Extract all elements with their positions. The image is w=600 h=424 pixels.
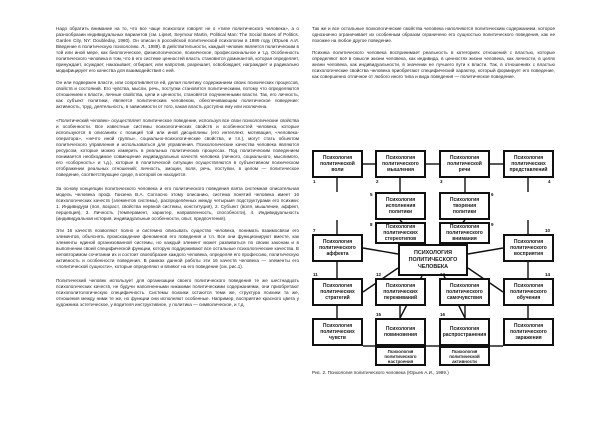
psychology-diagram (312, 150, 554, 366)
box-number: 11 (313, 272, 318, 277)
diagram-box-perception: Психология политического восприятия (503, 234, 554, 262)
figure-caption: Рис. 2. Психология политического человека (Юрьев А.И., 1989.) (312, 370, 449, 375)
paragraph: Он или подвержен власти, или сопротивляется ей, делая политику содержанием своих психических процессов, свойств и состояний. Его чувства, мысли, речь, поступки становятся политическими, потому что определяются отношением к власти, личные свойства, цели и ценности, становятся подчиненными власти. Так, его личность, как субъект политики, является политическим человеком, обеспечивающим политическое поведение: активность, труд, деятельность, в зависимости от того, какая власть доступна ему или исключена. (56, 80, 299, 109)
diagram-box-thinking: Психология политического мышления (375, 150, 426, 178)
box-number: 10 (545, 228, 551, 233)
box-number: 5 (370, 192, 373, 197)
diagram-box-experiences: Психология политических переживаний (375, 278, 426, 306)
diagram-box-distribution: Психология распространения (439, 318, 490, 346)
diagram-center-box: ПСИХОЛОГИЯ ПОЛИТИЧЕСКОГО ЧЕЛОВЕКА (398, 244, 468, 276)
box-number: 3 (440, 179, 443, 184)
right-text-column (312, 26, 555, 86)
diagram-box-wellbeing: Психология политического самочувствия (439, 278, 490, 306)
box-number: 7 (313, 228, 316, 233)
diagram-box-activity: Психология политической активности (439, 346, 490, 366)
diagram-box-creation: Психология творения политики (439, 192, 490, 220)
paragraph: «Политический человек» осуществляет политическое поведение, используя все свои психологические свойства и особенности. Все известные системы психологических свойств и особенностей человека, которые используются в описаниях с позиций той или иной дисциплины (его интеллект, мотивация, «человека-оператора», «нечто иной группы», социально-психологические свойства, и т.п.), могут стать объектом политического управления и использоваться для управления. Психологические качества человека являются ресурсом, которые можно измерить в реальных политических процессах. Под политическим поведением понимается необходимое совмещение индивидуальных качеств человека (личного, социального, мыслимого, его «соборность» и т.д.), которые в политической ситуации осуществляются в субъективном психическом отображении реальных отношений; личность, эмоции, воля, речь, поступки, в целом — политическое поведение, соответствующее среде, в которой он находится. (56, 118, 299, 177)
paragraph: Так же и все остальные психологические свойства человека наполняются политическим содержанием, которое однозначно ограничивает их особенным образом ограничено его сущностью политического поведения, как не похожее на любое другое поведение. (312, 26, 555, 43)
box-number: 14 (545, 272, 551, 277)
diagram-box-volition: Психология политической воли (312, 150, 363, 178)
diagram-box-contagion: Психология политического заражения (503, 318, 554, 346)
paragraph: Надо обратить внимание на то, что все чаще психологи говорят не о «типе политического человека», а о разнообразии индивидуальных вариантов (см. Lipset, Seymour Martin, Political Man: The Social Bases of Politics. Garden City, NY: Doubleday, 1960). Он описан в российской политической психологии в 1989 году (Юрьев А.И. Введение в политическую психологию. Л., 1989). В действительности, каждый человек является политическим в той или иной мере, как биологическое, физиологическое, психическое, профессиональное и т.д. Особенность политического человека в том, что в его системе ценностей власть становится доминантой, которая определяет, принуждает, осуждает, наказывает, отбирает, или напротив, разрешает, освобождает, награждает и радикально модифицирует его качества для взаимодействия с ней. (56, 26, 299, 73)
box-number: 8 (370, 222, 373, 227)
diagram-box-affect: Психология политического аффекта (312, 234, 363, 262)
paragraph: Политический человек использует для организации своего политического поведения те же шестнадцать психологических качеств, не будучи наполненными никакими политическими содержаниями, они приобретают психополитологическую специфичность. Системы психики остаются теми же, структура психики та же, отношения между ними те же, но функции они исполняют особенные. Например, восприятие красного цвета у художника эстетическое, у водителя инструктивное, у политика — символическое, и т.д. (56, 278, 299, 307)
box-number: 12 (376, 272, 382, 277)
paragraph: За основу концепции политического человека и его политического поведения взята системная описательная модель человека проф. Ганзена В.А. Согласно этому описанию, система понятий человека имеет 16 психологических качеств (элементов системы), распределённых между четырьмя подструктурами его психики: 1. Индивидуум (пол, возраст, свойства нервной системы, конституция), 2. Субъект (воля, мышление, аффект, перцепция), 3. Личность (темперамент, характер, направленность, способности), 4. Индивидуальность (индивидуальная история, индивидуальные особенности, опыт, предпочтения). (56, 186, 299, 221)
box-number: 15 (376, 312, 382, 317)
paragraph: Психика политического человека воспринимает реальность в категориях отношений с властью, которые определяют всё в смысле жизни человека, как индивида, в ценностях жизни человека, как личности, в целях жизни человека, как индивидуальности, в значении ее лучшего пути к власти. Так, в отношениях с властью психологические свойства человека приобретают специфический характер, который формирует его поведение, как совершенно отличное от любого иного типа и вида поведения — политическое поведение. (312, 50, 555, 79)
left-text-column (56, 26, 299, 314)
diagram-box-strategies: Психология политических стратегий (312, 278, 363, 306)
diagram-box-mood: Психология политического настроения (375, 346, 426, 366)
diagram-box-representations: Психология политических представлений (503, 150, 554, 178)
box-number: 13 (440, 272, 446, 277)
diagram-box-learning: Психология политического обучения (503, 278, 554, 306)
diagram-box-speech: Психология политической речи (439, 150, 490, 178)
box-number: 6 (491, 192, 494, 197)
paragraph: Эти 16 качеств позволяют полно и системно описывать существо человека, понимать взаимосвязи его элементов, объяснять происхождение феноменов его поведения и т.п. Все они функционируют вместе, как элементы единой организованной системы, но каждый элемент может развиваться по своим законам и в выполнении своей специфической функции, которую поддерживают все остальные психологические качества. В неповторимом сочетании их и состоит своеобразие каждого человека, определяя его профессию, политическую активность и особенности поведения. В рамках данной работы эти 16 качеств человека — элементы его «политической сущности», которые определяют и влияют на его поведение (см. рис.1). (56, 228, 299, 269)
box-number: 2 (376, 179, 379, 184)
diagram-box-obedience: Психология повиновения (375, 318, 426, 346)
diagram-box-attention: Психология политического внимания (439, 222, 490, 244)
box-number: 16 (440, 312, 446, 317)
box-number: 4 (548, 179, 551, 184)
diagram-box-execution: Психология исполнения политики (375, 192, 426, 220)
box-number: 9 (491, 222, 494, 227)
diagram-box-stereotypes: Психология политических стереотипов (375, 222, 426, 244)
box-number: 1 (313, 179, 316, 184)
diagram-box-feelings: Психология политических чувств (312, 318, 363, 346)
